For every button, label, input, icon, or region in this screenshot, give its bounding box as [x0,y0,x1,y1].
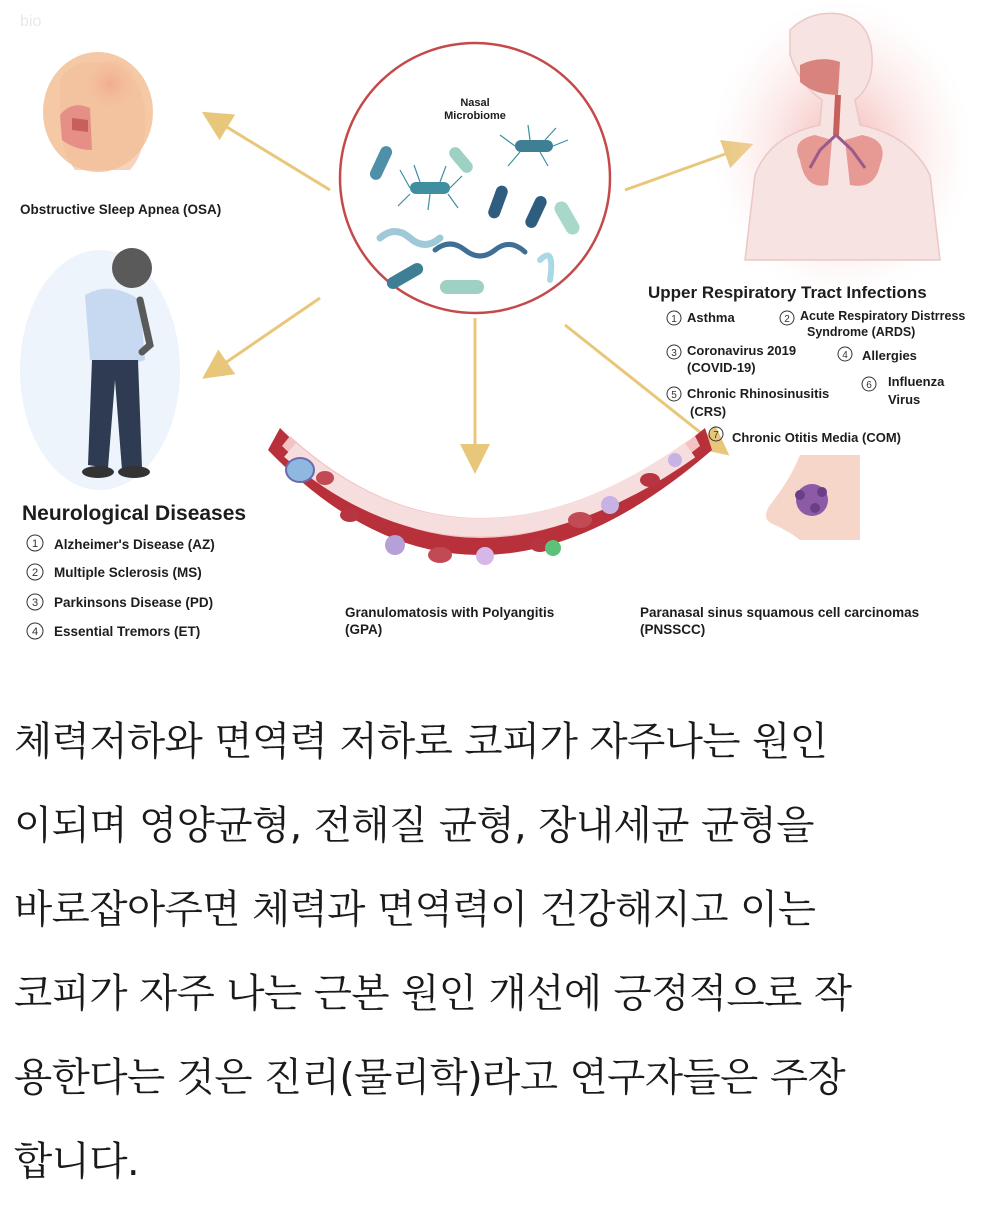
urti-item-2-line2: Syndrome (ARDS) [807,325,916,339]
nasal-microbiome-circle [340,43,610,313]
urti-item-1: Asthma [687,310,735,325]
pnsscc-label-line1: Paranasal sinus squamous cell carcinomas [640,605,920,620]
neuro-item-2-num: 2 [31,567,39,579]
urti-item-4: Allergies [862,348,917,363]
urti-item-3-line1: Coronavirus 2019 [687,343,797,358]
neuro-block [22,502,246,639]
gpa-label-line2: (GPA) [345,622,383,637]
paragraph-line: 합니다. [14,1139,140,1185]
urti-item-3-line2: (COVID-19) [687,360,756,375]
korean-paragraph [14,700,984,1204]
urti-item-4-num: 4 [842,350,848,361]
osa-label: Obstructive Sleep Apnea (OSA) [20,202,222,217]
blood-vessel-illustration [268,428,712,565]
urti-item-6-line1: Influenza [888,374,945,389]
watermark-text: bio [20,13,42,30]
paragraph-line: 체력저하와 면역력 저하로 코피가 자주나는 원인 [14,719,828,765]
urti-item-7: Chronic Otitis Media (COM) [732,430,901,445]
urti-item-6-line2: Virus [888,392,921,407]
urti-item-5-line1: Chronic Rhinosinusitis [687,386,830,401]
neuro-item-1: Alzheimer's Disease (AZ) [54,537,215,552]
urti-item-5-num: 5 [671,390,677,401]
neuro-item-4: Essential Tremors (ET) [54,624,201,639]
paragraph-line: 이되며 영양균형, 전해질 균형, 장내세균 균형을 [14,803,814,849]
pnsscc-label-line2: (PNSSCC) [640,622,706,637]
urti-item-6-num: 6 [866,380,872,391]
neuro-item-2: Multiple Sclerosis (MS) [54,565,202,580]
neuro-item-3-num: 3 [31,597,39,609]
urti-item-1-num: 1 [671,314,677,325]
neuro-item-3: Parkinsons Disease (PD) [54,595,214,610]
urti-block [648,283,965,445]
urti-item-5-line2: (CRS) [690,404,727,419]
center-label-line2: Microbiome [444,110,506,122]
paragraph-line: 용한다는 것은 진리(물리학)라고 연구자들은 주장 [14,1055,846,1101]
paragraph-line: 바로잡아주면 체력과 면역력이 건강해지고 이는 [14,887,816,933]
elderly-man-illustration [20,248,180,490]
osa-head-illustration [43,52,153,172]
urti-item-7-num: 7 [713,430,719,441]
urti-item-2-line1: Acute Respiratory Distrress [800,309,966,323]
nose-illustration [766,455,860,540]
gpa-label-line1: Granulomatosis with Polyangitis [345,605,555,620]
respiratory-torso-illustration [712,0,972,300]
urti-title: Upper Respiratory Tract Infections [648,283,927,302]
center-label-line1: Nasal [460,97,490,109]
urti-item-3-num: 3 [671,348,677,359]
neuro-title: Neurological Diseases [22,502,247,525]
urti-item-2-num: 2 [784,314,790,325]
neuro-item-1-num: 1 [31,538,39,550]
paragraph-line: 코피가 자주 나는 근본 원인 개선에 긍정적으로 작 [14,971,852,1017]
neuro-item-4-num: 4 [31,626,39,638]
